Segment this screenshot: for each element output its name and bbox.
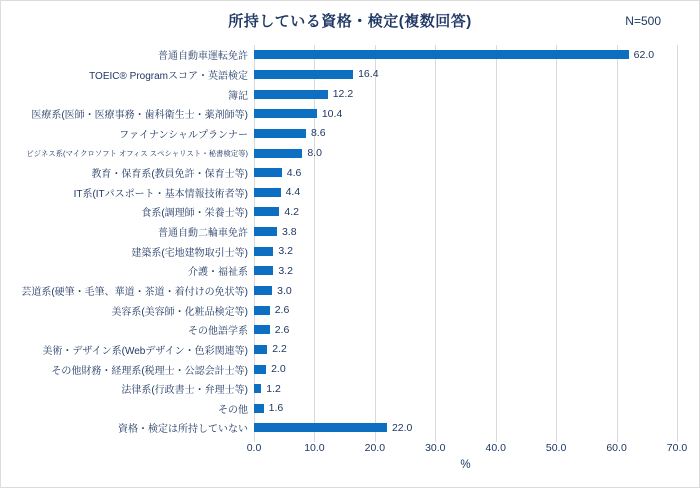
chart-title: 所持している資格・検定(複数回答): [228, 13, 472, 30]
bar-zone: [254, 163, 677, 183]
value-label: 4.4: [285, 186, 301, 199]
bar: [254, 50, 629, 59]
value-label: 3.2: [278, 264, 293, 277]
x-tick-label: 20.0: [364, 442, 386, 454]
bar: [254, 325, 270, 334]
bar-zone: [254, 320, 677, 340]
bar-row: [1, 340, 699, 360]
category-label: 普通自動車運転免許: [158, 51, 248, 63]
category-label: ビジネス系(マイクロソフト オフィス スペシャリスト・秘書検定等): [26, 148, 248, 158]
bar-row: [1, 379, 699, 399]
bar-row: [1, 143, 699, 163]
value-label: 10.4: [321, 107, 343, 120]
bar: [254, 286, 272, 295]
bar-row: [1, 399, 699, 419]
bar: [254, 404, 264, 413]
bar-row: [1, 359, 699, 379]
bar-row: [1, 104, 699, 124]
bar: [254, 109, 317, 118]
bar-zone: [254, 202, 677, 222]
value-label: 4.2: [284, 205, 299, 218]
bar: [254, 227, 277, 236]
x-tick-label: 50.0: [545, 442, 567, 454]
value-label: 3.2: [278, 245, 293, 258]
category-label: 美容系(美容師・化粧品検定等): [111, 306, 248, 318]
category-label: IT系(ITパスポート・基本情報技術者等): [73, 188, 248, 200]
bar-row: [1, 202, 699, 222]
bar-zone: [254, 379, 677, 399]
value-label: 2.6: [274, 304, 290, 317]
bar-zone: [254, 104, 677, 124]
bar: [254, 168, 282, 177]
bar-zone: [254, 359, 677, 379]
bar-row: [1, 300, 699, 320]
bar: [254, 188, 281, 197]
x-tick-label: 70.0: [666, 442, 688, 454]
value-label: 3.0: [277, 284, 292, 297]
category-label: 簿記: [228, 90, 248, 102]
bar-zone: [254, 300, 677, 320]
bar-zone: [254, 45, 677, 65]
x-axis-title: %: [460, 459, 471, 471]
bar-row: [1, 320, 699, 340]
bar: [254, 306, 270, 315]
bar-row: [1, 241, 699, 261]
bar-row: [1, 84, 699, 104]
bar-zone: [254, 261, 677, 281]
value-label: 4.6: [286, 166, 302, 179]
bar-zone: [254, 124, 677, 144]
bar-row: [1, 261, 699, 281]
bar-zone: [254, 281, 677, 301]
bar-zone: [254, 182, 677, 202]
category-label: 教育・保育系(教員免許・保育士等): [91, 169, 248, 181]
value-label: 12.2: [332, 88, 354, 101]
bar-row: [1, 418, 699, 438]
category-label: 美術・デザイン系(Webデザイン・色彩関連等): [42, 345, 248, 357]
value-label: 3.8: [281, 225, 297, 238]
value-label: 1.2: [266, 382, 281, 395]
x-axis: [246, 442, 688, 456]
bar-row: [1, 65, 699, 85]
value-label: 8.6: [310, 127, 326, 140]
value-label: 16.4: [358, 68, 379, 81]
category-label: ファイナンシャルプランナー: [119, 129, 248, 141]
bar-zone: [254, 399, 677, 419]
x-tick-label: 0.0: [246, 442, 262, 454]
bar-zone: [254, 340, 677, 360]
bar: [254, 345, 267, 354]
bar: [254, 149, 302, 158]
x-tick-label: 30.0: [425, 442, 446, 454]
bar: [254, 384, 261, 393]
value-label: 2.2: [272, 343, 287, 356]
value-label: 62.0: [633, 48, 655, 61]
x-tick-label: 60.0: [606, 442, 627, 454]
bar: [254, 247, 273, 256]
bar-row: [1, 222, 699, 242]
category-label: 資格・検定は所持していない: [118, 424, 248, 436]
bar: [254, 207, 279, 216]
value-label: 2.0: [271, 363, 286, 376]
bar-zone: [254, 222, 677, 242]
category-label: 普通自動二輪車免許: [158, 228, 248, 240]
bar-row: [1, 45, 699, 65]
bar-row: [1, 124, 699, 144]
sample-size-label: N=500: [625, 14, 661, 28]
bar-zone: [254, 65, 677, 85]
category-label: その他語学系: [188, 326, 248, 338]
bar: [254, 423, 387, 432]
value-label: 22.0: [391, 421, 413, 434]
bar-row: [1, 182, 699, 202]
value-label: 2.6: [274, 323, 290, 336]
category-label: 食系(調理師・栄養士等): [141, 208, 248, 220]
category-label: 芸道系(硬筆・毛筆、華道・茶道・着付けの免状等): [21, 287, 248, 298]
bar-row: [1, 281, 699, 301]
bar-zone: [254, 418, 677, 438]
x-tick-label: 40.0: [485, 442, 506, 454]
category-label: 建築系(宅地建物取引士等): [131, 247, 248, 259]
bar: [254, 365, 266, 374]
category-label: その他財務・経理系(税理士・公認会計士等): [51, 365, 248, 377]
bar-zone: [254, 143, 677, 163]
bar: [254, 266, 273, 275]
plot-area: [1, 45, 699, 438]
category-label: 医療系(医師・医療事務・歯科衛生士・薬剤師等): [31, 110, 248, 122]
bar: [254, 129, 306, 138]
value-label: 8.0: [307, 147, 322, 160]
value-label: 1.6: [268, 402, 284, 415]
bar: [254, 70, 353, 79]
bar-zone: [254, 241, 677, 261]
category-label: 介護・福祉系: [188, 267, 248, 279]
category-label: 法律系(行政書士・弁理士等): [121, 385, 248, 397]
bar-row: [1, 163, 699, 183]
bar-zone: [254, 84, 677, 104]
category-label: その他: [218, 404, 248, 416]
bar: [254, 90, 328, 99]
category-label: TOEIC® Programスコア・英語検定: [89, 70, 248, 82]
x-tick-label: 10.0: [304, 442, 325, 454]
